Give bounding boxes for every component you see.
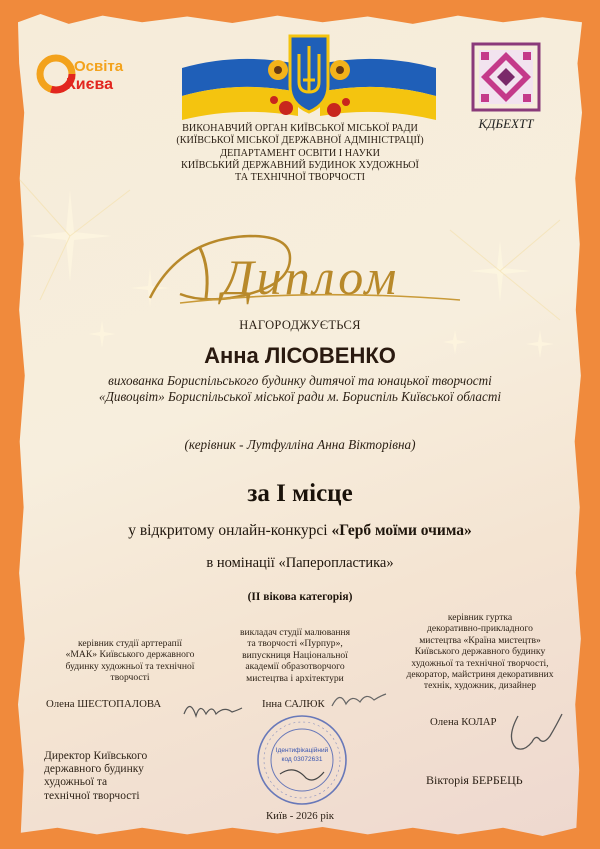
signature-1: [180, 694, 244, 726]
role-line: викладач студії малювання: [239, 627, 351, 638]
kdbeht-caption: КДБЕХТТ: [478, 116, 534, 131]
osvita-kyieva-logo: [36, 52, 161, 100]
diploma-title-text: Диплом: [222, 249, 400, 305]
contest-line: [0, 522, 600, 540]
org-line: ВИКОНАВЧИЙ ОРГАН КИЇВСЬКОЇ МІСЬКОЇ РАДИ: [182, 123, 418, 134]
stamp-line: Ідентифікаційний: [275, 747, 329, 754]
recipient-name: Анна ЛІСОВЕНКО: [204, 343, 396, 368]
signatory-1-name: Олена ШЕСТОПАЛОВА: [46, 698, 162, 710]
signatory-3-role: [390, 612, 570, 692]
role-line: керівник гуртка: [447, 612, 513, 623]
flag-emblem-banner: [178, 30, 440, 122]
role-line: Директор Київського: [44, 750, 148, 762]
contest-prefix: у відкритому онлайн-конкурсі: [128, 522, 332, 539]
award-verb: НАГОРОДЖУЄТЬСЯ: [239, 318, 361, 332]
logo-word-1: Освіта: [74, 58, 124, 75]
signatory-1-role: [30, 638, 230, 684]
contest-name: «Герб моїми очима»: [331, 522, 472, 539]
director-role: [44, 750, 214, 803]
role-line: художньої та технічної творчості,: [411, 657, 549, 669]
role-line: Київського державного будинку: [414, 646, 546, 658]
embroidery-ornament-icon: [471, 42, 541, 112]
director-name: Вікторія БЕРБЕЦЬ: [426, 773, 523, 787]
role-line: декоратор, майстриня декоративних: [406, 669, 554, 681]
org-line: (КИЇВСЬКОЇ МІСЬКОЇ ДЕРЖАВНОЇ АДМІНІСТРАЦІЇ): [176, 135, 424, 147]
official-stamp: [254, 712, 350, 808]
place-award: за І місце: [247, 480, 353, 507]
role-line: керівник студії арттерапії: [77, 638, 183, 649]
role-line: технік, художник, дизайнер: [423, 680, 537, 692]
diploma-title: [140, 228, 470, 313]
logo-word-2: Києва: [66, 76, 113, 93]
signatory-2-role: [215, 627, 375, 684]
nomination-line: в номінації «Паперопластика»: [206, 555, 394, 571]
role-line: випускниця Національної: [242, 649, 348, 661]
signatory-2-name: Інна САЛЮК: [262, 698, 325, 710]
description-line: «Дивоцвіт» Бориспільської міської ради м. Бориспіль Київської області: [98, 389, 502, 404]
role-line: мистецтва і архітектури: [246, 672, 344, 684]
leader-note: (керівник - Лутфулліна Анна Вікторівна): [184, 437, 416, 452]
organization-header: [120, 123, 480, 184]
role-line: будинку художньої та технічної: [65, 660, 195, 672]
recipient-description: [0, 373, 600, 405]
org-line: ДЕПАРТАМЕНТ ОСВІТИ І НАУКИ: [220, 147, 380, 159]
description-line: вихованка Бориспільського будинку дитячої та юнацької творчості: [108, 373, 492, 388]
signature-3: [498, 708, 568, 758]
role-line: «МАК» Київського державного: [65, 649, 195, 661]
role-line: академії образотворчого: [245, 661, 345, 673]
role-line: державного будинку: [44, 763, 144, 776]
org-line: ТА ТЕХНІЧНОЇ ТВОРЧОСТІ: [235, 172, 365, 184]
role-line: технічної творчості: [44, 789, 140, 802]
role-line: мистецтва «Країна мистецтв»: [419, 634, 541, 646]
role-line: декоративно-прикладного: [427, 623, 533, 635]
role-line: та творчості «Пурпур»,: [247, 638, 343, 650]
stamp-text: [268, 746, 336, 764]
age-category: (ІІ вікова категорія): [247, 591, 353, 603]
signatory-3-name: Олена КОЛАР: [430, 716, 497, 728]
stamp-line: код 03072631: [281, 756, 323, 763]
role-line: художньої та: [44, 776, 108, 789]
city-year: Київ - 2026 рік: [265, 810, 334, 822]
role-line: творчості: [110, 672, 150, 684]
org-line: КИЇВСЬКИЙ ДЕРЖАВНИЙ БУДИНОК ХУДОЖНЬОЇ: [181, 159, 419, 171]
